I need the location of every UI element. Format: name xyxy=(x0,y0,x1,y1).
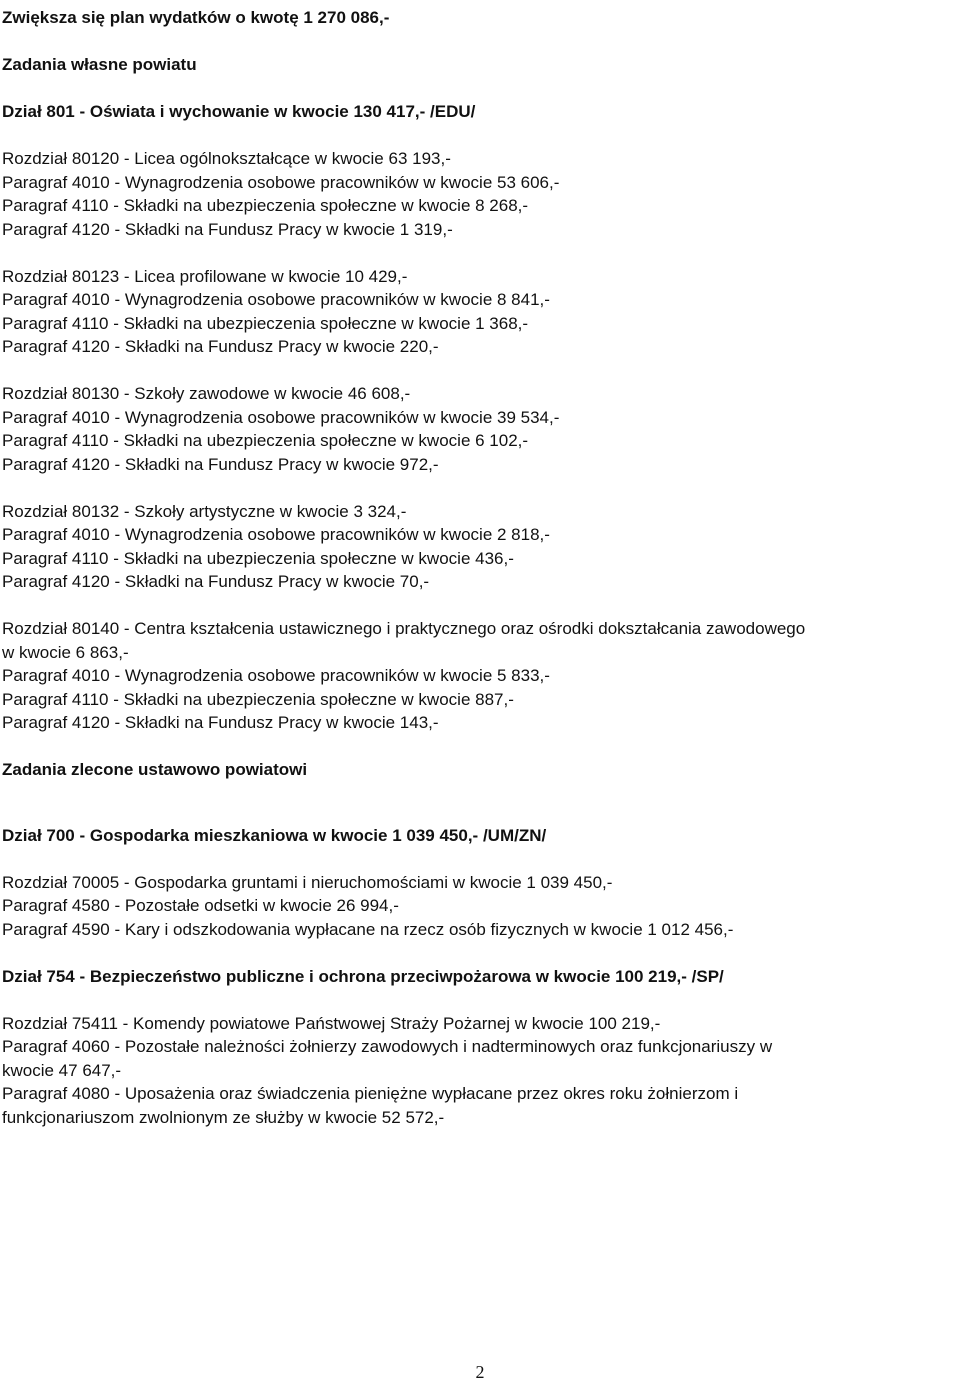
paragraph-line: Paragraf 4110 - Składki na ubezpieczenia społeczne w kwocie 6 102,- xyxy=(2,431,529,450)
rozdzial-80140-title: Rozdział 80140 - Centra kształcenia ustawicznego i praktycznego oraz ośrodki dokształcania zawodowego xyxy=(2,619,806,638)
paragraph-line: Paragraf 4120 - Składki na Fundusz Pracy w kwocie 220,- xyxy=(2,337,439,356)
paragraph-line: Paragraf 4590 - Kary i odszkodowania wypłacane na rzecz osób fizycznych w kwocie 1 012 456,- xyxy=(2,919,734,939)
paragraph-4060-line-continued: kwocie 47 647,- xyxy=(2,1060,122,1080)
document-heading: Zwiększa się plan wydatków o kwotę 1 270 086,- xyxy=(2,8,390,27)
paragraph-4080-line-continued: funkcjonariuszom zwolnionym ze służby w kwocie 52 572,- xyxy=(2,1107,445,1127)
paragraph-line: Paragraf 4110 - Składki na ubezpieczenia społeczne w kwocie 887,- xyxy=(2,689,514,709)
paragraph-line: Paragraf 4110 - Składki na ubezpieczenia społeczne w kwocie 8 268,- xyxy=(2,196,529,215)
rozdzial-80120-title: Rozdział 80120 - Licea ogólnokształcące w kwocie 63 193,- xyxy=(2,149,451,168)
dzial-700-title: Dział 700 - Gospodarka mieszkaniowa w kwocie 1 039 450,- /UM/ZN/ xyxy=(2,825,547,845)
paragraph-4080-line: Paragraf 4080 - Uposażenia oraz świadczenia pieniężne wypłacane przez okres roku żołnierzom i xyxy=(2,1084,739,1103)
paragraph-line: Paragraf 4110 - Składki na ubezpieczenia społeczne w kwocie 436,- xyxy=(2,548,514,568)
rozdzial-80123-title: Rozdział 80123 - Licea profilowane w kwocie 10 429,- xyxy=(2,266,408,286)
paragraph-line: Paragraf 4010 - Wynagrodzenia osobowe pracowników w kwocie 8 841,- xyxy=(2,290,550,309)
document-body xyxy=(2,6,958,1129)
paragraph-line: Paragraf 4120 - Składki na Fundusz Pracy w kwocie 70,- xyxy=(2,572,430,591)
rozdzial-70005-title: Rozdział 70005 - Gospodarka gruntami i nieruchomościami w kwocie 1 039 450,- xyxy=(2,872,613,892)
section-title-commissioned-tasks: Zadania zlecone ustawowo powiatowi xyxy=(2,760,308,779)
page-number: 2 xyxy=(475,1362,485,1382)
rozdzial-80132-title: Rozdział 80132 - Szkoły artystyczne w kwocie 3 324,- xyxy=(2,501,407,521)
section-title-own-tasks: Zadania własne powiatu xyxy=(2,55,197,74)
paragraph-line: Paragraf 4010 - Wynagrodzenia osobowe pracowników w kwocie 39 534,- xyxy=(2,407,560,427)
paragraph-4060-line: Paragraf 4060 - Pozostałe należności żołnierzy zawodowych i nadterminowych oraz funkcjonariuszy w xyxy=(2,1037,773,1056)
rozdzial-80140-title-continued: w kwocie 6 863,- xyxy=(2,642,129,662)
rozdzial-80130-title: Rozdział 80130 - Szkoły zawodowe w kwocie 46 608,- xyxy=(2,384,411,403)
paragraph-line: Paragraf 4110 - Składki na ubezpieczenia społeczne w kwocie 1 368,- xyxy=(2,313,529,333)
rozdzial-75411-title: Rozdział 75411 - Komendy powiatowe Państwowej Straży Pożarnej w kwocie 100 219,- xyxy=(2,1013,661,1033)
paragraph-line: Paragraf 4120 - Składki na Fundusz Pracy w kwocie 1 319,- xyxy=(2,219,453,239)
dzial-801-title: Dział 801 - Oświata i wychowanie w kwocie 130 417,- /EDU/ xyxy=(2,102,476,121)
paragraph-line: Paragraf 4120 - Składki na Fundusz Pracy w kwocie 143,- xyxy=(2,713,439,732)
dzial-754-title: Dział 754 - Bezpieczeństwo publiczne i ochrona przeciwpożarowa w kwocie 100 219,- /SP/ xyxy=(2,966,724,986)
paragraph-line: Paragraf 4120 - Składki na Fundusz Pracy w kwocie 972,- xyxy=(2,454,439,474)
paragraph-line: Paragraf 4580 - Pozostałe odsetki w kwocie 26 994,- xyxy=(2,896,399,915)
paragraph-line: Paragraf 4010 - Wynagrodzenia osobowe pracowników w kwocie 2 818,- xyxy=(2,525,550,544)
paragraph-line: Paragraf 4010 - Wynagrodzenia osobowe pracowników w kwocie 5 833,- xyxy=(2,666,550,685)
paragraph-line: Paragraf 4010 - Wynagrodzenia osobowe pracowników w kwocie 53 606,- xyxy=(2,172,560,192)
